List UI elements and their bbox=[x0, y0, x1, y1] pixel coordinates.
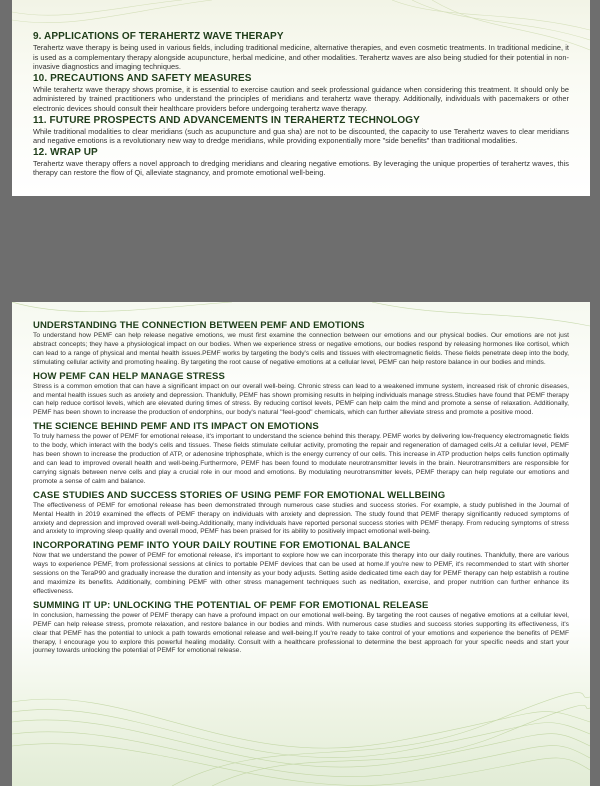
section-body: The effectiveness of PEMF for emotional release has been demonstrated through numerous case studies and success stories. For example, a study published in the Journal of Mental Health in 2019 examined the effects of PEMF therapy on individuals with anxiety and depression. The study found that PEMF therapy significantly reduced symptoms of anxiety and depression and improved overall well-being.Additionally, many individuals have reported personal success stories with PEMF therapy. From reducing symptoms of stress and anxiety to improving sleep quality and overall mood, PEMF has been praised for its ability to positively impact emotional well-being. bbox=[33, 501, 569, 536]
section-heading: THE SCIENCE BEHIND PEMF AND ITS IMPACT ON EMOTIONS bbox=[33, 421, 319, 433]
section-body: To understand how PEMF can help release negative emotions, we must first examine the connection between our emotions and our physical bodies. Our emotions are not just abstract concepts; they have a physiological impact on our bodies. When we experience stress or negative emotions, our bodies respond by releasing hormones like cortisol, which can lead to a range of physical and mental health issues.PEMF works by targeting the body's cells and tissues with electromagnetic fields. These fields penetrate deep into the body, stimulating cellular activity and promoting healing. By targeting the root cause of negative emotions at a cellular level, PEMF can help restore balance in our bodies and minds. bbox=[33, 332, 569, 366]
document-page-1 bbox=[12, 0, 590, 196]
document-page-2 bbox=[12, 302, 590, 786]
section-body: Now that we understand the power of PEMF for emotional release, it's important to explore how we can incorporate this therapy into our daily routines. Thankfully, there are various ways to experience PEMF, from professional sessions at clinics to portable PEMF devices that can be used at home.If you're new to PEMF, it's recommended to start with shorter sessions on the TeraP90 and gradually increase the duration and intensity as your body adjusts. Setting aside dedicated time each day for PEMF therapy can help establish a routine and maximize its benefits. Additionally, combining PEMF with other stress management techniques such as neditation, exercise, and proper nutrition can further enhance its effectiveness. bbox=[33, 552, 569, 595]
section-body: Terahertz wave therapy offers a novel approach to dredging meridians and clearing negative emotions. By leveraging the unique properties of terahertz waves, this therapy can restore the flow of Qi, alleviate stagnancy, and promote emotional well-being. bbox=[33, 158, 569, 178]
section-heading: UNDERSTANDING THE CONNECTION BETWEEN PEMF AND EMOTIONS bbox=[33, 320, 365, 331]
page-1-content bbox=[33, 30, 569, 178]
page-2-content bbox=[33, 317, 569, 656]
section-body: Terahertz wave therapy is being used in various fields, including traditional medicine, alternative therapies, and even cosmetic treatments. In traditional medicine, it is used as a complementary therapy alongside acupuncture, herbal medicine, and other modalities. Terahertz waves are also being studied for their potential in non-invasive diagnostics and imaging techniques. bbox=[33, 43, 569, 72]
section-heading: 12. WRAP UP bbox=[33, 146, 98, 158]
section-heading: 10. PRECAUTIONS AND SAFETY MEASURES bbox=[33, 72, 252, 84]
section-heading: 11. FUTURE PROSPECTS AND ADVANCEMENTS IN TERAHERTZ TECHNOLOGY bbox=[33, 114, 420, 126]
section-body: While terahertz wave therapy shows promise, it is essential to exercise caution and seek professional guidance when considering this treatment. It should only be administered by trained practitioners who understand the principles of meridians and terahertz wave therapy. Additionally, individuals with pacemakers or other electronic devices should consult their healthcare providers before undergoing terahertz wave therapy. bbox=[33, 84, 569, 113]
section-body: To truly harness the power of PEMF for emotional release, it's important to understand the science behind this therapy. PEMF works by delivering low-frequency electromagnetic fields to the body, which interact with the body's cells and tissues. These fields stimulate cellular activity, promoting the repair and regeneration of damaged cells.At a cellular level, PEMF has been shown to increase the production of ATP, or adenosine triphosphate, which is the energy currency of our cells. This increase in ATP production helps cells function optimally and can lead to improved overall health and well-being.Furthermore, PEMF has been found to modulate neurotransmitter levels in the brain. Neurotransmitters are responsible for carrying signals between nerve cells and play a crucial role in our mood and emotions. By modulating neurotransmitter levels, PEMF therapy can help regulate our emotions and promote a sense of calm and balance. bbox=[33, 433, 569, 485]
section-body: While traditional modalities to clear meridians (such as acupuncture and gua sha) are not to be discounted, the capacity to use Terahertz waves to clear meridians and negative emotions is a revolutionary new way to dredge meridians, while providing exponentially more "side benefits" than traditional modalities. bbox=[33, 126, 569, 146]
section-heading: HOW PEMF CAN HELP MANAGE STRESS bbox=[33, 370, 225, 382]
section-heading: SUMMING IT UP: UNLOCKING THE POTENTIAL OF PEMF FOR EMOTIONAL RELEASE bbox=[33, 599, 429, 611]
section-heading: CASE STUDIES AND SUCCESS STORIES OF USING PEMF FOR EMOTIONAL WELLBEING bbox=[33, 489, 446, 501]
section-body: Stress is a common emotion that can have a significant impact on our overall well-being. Chronic stress can lead to a weakened immune system, increased risk of chronic diseases, and mental health issues such as anxiety and depression. Thankfully, PEMF has shown promising results in helping individuals manage stress.Studies have found that PEMF therapy can help reduce cortisol levels, which are elevated during times of stress. By reducing cortisol levels, PEMF can help calm the mind and promote a sense of relaxation. Additionally, PEMF has been shown to increase the production of endorphins, our body's natural "feel-good" chemicals, which can further alleviate stress and promote a positive mood. bbox=[33, 382, 569, 417]
section-heading: 9. APPLICATIONS OF TERAHERTZ WAVE THERAPY bbox=[33, 31, 284, 42]
section-body: In conclusion, harnessing the power of PEMF therapy can have a profound impact on our emotional well-being. By targeting the root causes of negative emotions at a cellular level, PEMF can help release stress, promote relaxation, and restore balance in our bodies and minds. With numerous case studies and success stories supporting its effectiveness, it's clear that PEMF has the potential to unlock a path towards emotional release and well-being.If you're ready to take control of your emotions and experience the benefits of PEMF therapy, I encourage you to explore this powerful healing modality. Consult with a healthcare professional to determine the best approach for your specific needs and start your journey towards unlocking the potential of PEMF for emotional release. bbox=[33, 611, 569, 655]
section-heading: INCORPORATING PEMF INTO YOUR DAILY ROUTINE FOR EMOTIONAL BALANCE bbox=[33, 540, 411, 552]
